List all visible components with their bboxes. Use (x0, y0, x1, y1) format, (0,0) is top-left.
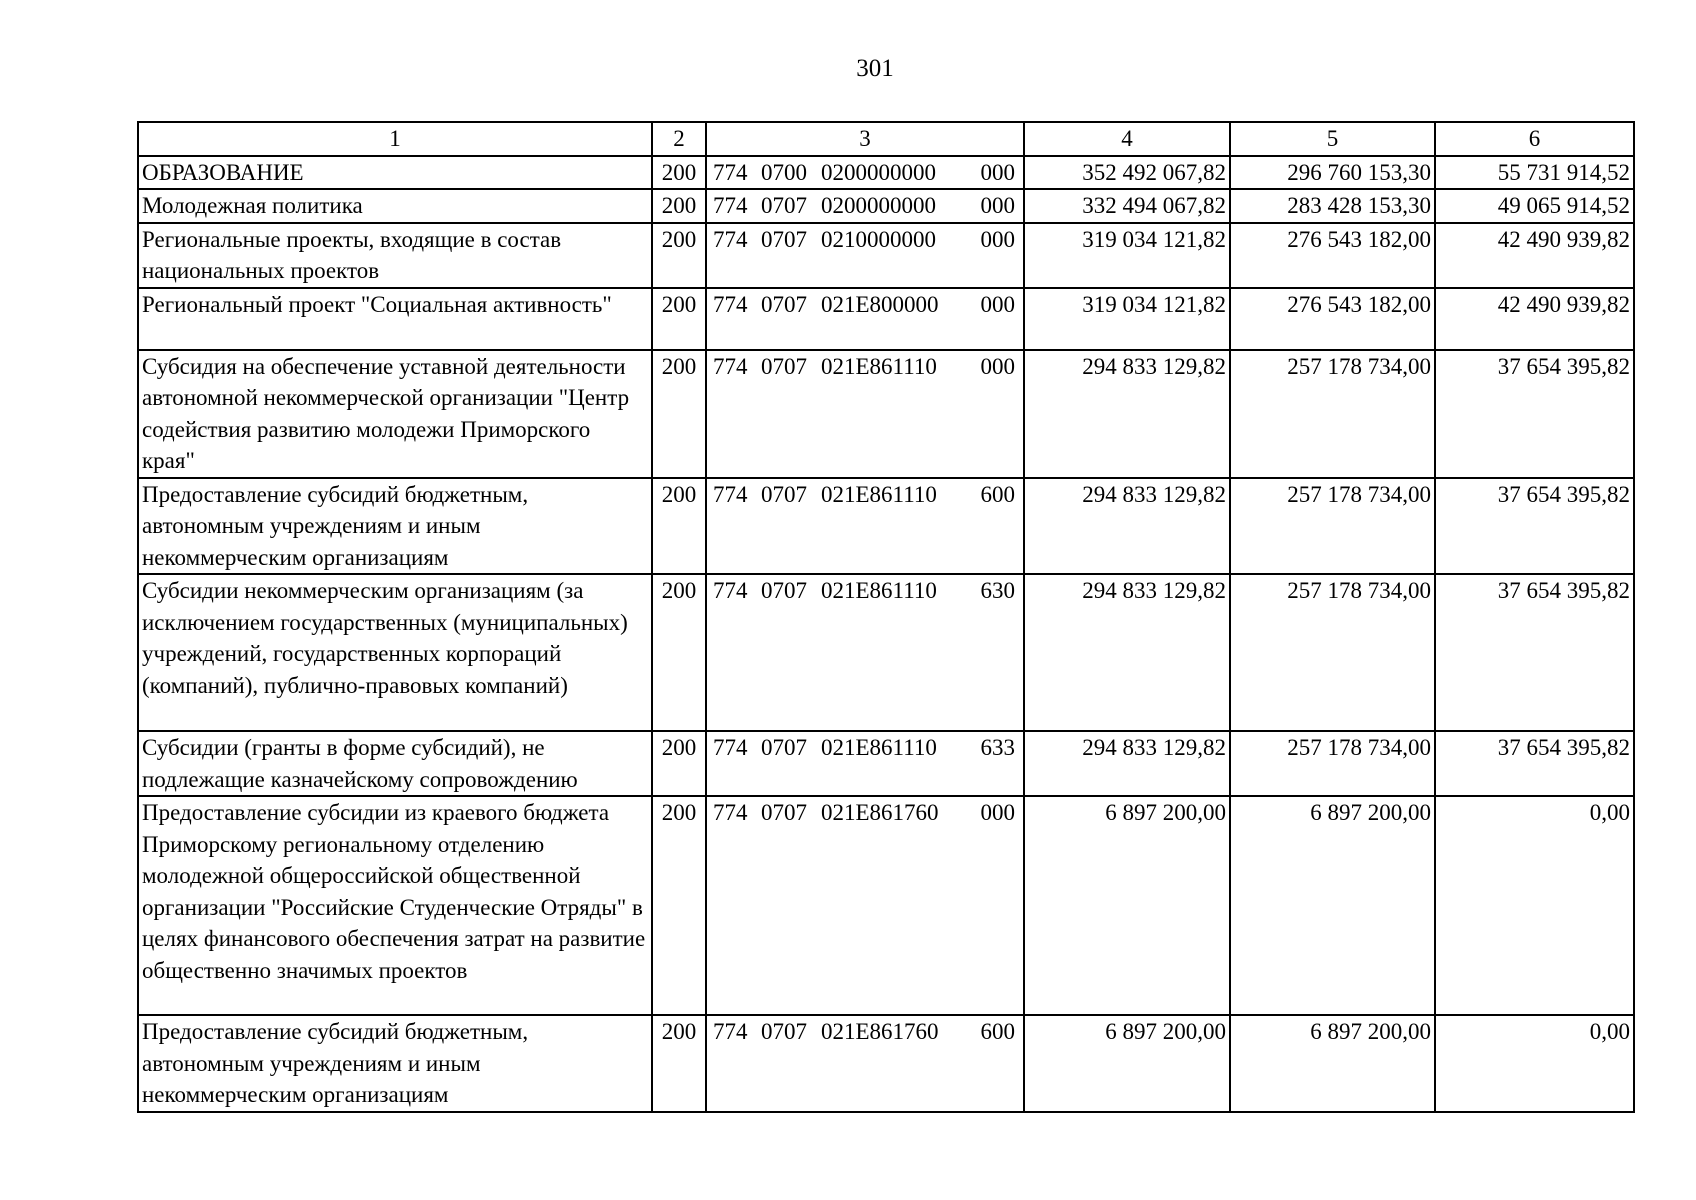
row-amount-col5: 6 897 200,00 (1230, 796, 1435, 1015)
row-amount-col4: 294 833 129,82 (1024, 350, 1230, 478)
expense-type-code: 600 (980, 1019, 1015, 1044)
row-classification-cell (706, 189, 1024, 223)
row-code-cell: 200 (652, 288, 706, 350)
row-classification-cell (706, 156, 1024, 190)
section-code: 0707 (761, 735, 807, 760)
grbs-code: 774 (713, 578, 748, 603)
grbs-code: 774 (713, 735, 748, 760)
row-classification-cell (706, 731, 1024, 796)
column-header: 2 (652, 122, 706, 156)
expense-type-code: 000 (980, 193, 1015, 218)
row-code-cell: 200 (652, 156, 706, 190)
expense-type-code: 000 (980, 353, 1015, 379)
section-code: 0707 (761, 353, 807, 379)
section-code: 0707 (761, 1019, 807, 1044)
row-code-cell: 200 (652, 189, 706, 223)
row-classification-cell (706, 223, 1024, 288)
grbs-code: 774 (713, 291, 748, 317)
row-amount-col4: 294 833 129,82 (1024, 478, 1230, 575)
row-amount-col4: 352 492 067,82 (1024, 156, 1230, 190)
grbs-code: 774 (713, 481, 748, 507)
row-amount-col5: 276 543 182,00 (1230, 288, 1435, 350)
column-header: 1 (138, 122, 652, 156)
row-name-cell: Региональный проект "Социальная активность" (138, 288, 652, 350)
row-amount-col6: 49 065 914,52 (1435, 189, 1634, 223)
expense-type-code: 000 (980, 159, 1015, 185)
row-classification-cell (706, 1015, 1024, 1112)
row-amount-col6: 0,00 (1435, 1015, 1634, 1112)
row-amount-col6: 42 490 939,82 (1435, 223, 1634, 288)
row-code-cell: 200 (652, 796, 706, 1015)
row-amount-col5: 283 428 153,30 (1230, 189, 1435, 223)
grbs-code: 774 (713, 353, 748, 379)
section-code: 0707 (761, 291, 807, 317)
target-article-code: 021E861110 (821, 735, 937, 760)
row-code-cell: 200 (652, 1015, 706, 1112)
grbs-code: 774 (713, 226, 748, 252)
row-amount-col6: 55 731 914,52 (1435, 156, 1634, 190)
row-amount-col5: 6 897 200,00 (1230, 1015, 1435, 1112)
target-article-code: 021E861110 (821, 578, 937, 603)
row-code-cell: 200 (652, 350, 706, 478)
table-row (138, 796, 1634, 1015)
section-code: 0707 (761, 481, 807, 507)
target-article-code: 021E861110 (821, 353, 937, 379)
section-code: 0700 (761, 159, 807, 185)
target-article-code: 0200000000 (821, 159, 936, 185)
row-amount-col6: 37 654 395,82 (1435, 350, 1634, 478)
row-amount-col4: 6 897 200,00 (1024, 796, 1230, 1015)
row-amount-col4: 332 494 067,82 (1024, 189, 1230, 223)
table-row (138, 1015, 1634, 1112)
row-amount-col6: 0,00 (1435, 796, 1634, 1015)
row-amount-col5: 276 543 182,00 (1230, 223, 1435, 288)
expense-type-code: 600 (980, 481, 1015, 507)
grbs-code: 774 (713, 800, 748, 825)
row-amount-col4: 6 897 200,00 (1024, 1015, 1230, 1112)
row-name-cell: Предоставление субсидий бюджетным, автономным учреждениям и иным некоммерческим организациям (138, 1015, 652, 1112)
row-classification-cell (706, 574, 1024, 731)
column-header: 5 (1230, 122, 1435, 156)
target-article-code: 0200000000 (821, 193, 936, 218)
row-classification-cell (706, 478, 1024, 575)
table-row (138, 350, 1634, 478)
target-article-code: 021E861760 (821, 800, 939, 825)
row-code-cell: 200 (652, 478, 706, 575)
expense-type-code: 630 (980, 578, 1015, 603)
grbs-code: 774 (713, 1019, 748, 1044)
row-amount-col5: 257 178 734,00 (1230, 478, 1435, 575)
section-code: 0707 (761, 226, 807, 252)
table-row (138, 189, 1634, 223)
expense-type-code: 000 (980, 291, 1015, 317)
row-classification-cell (706, 350, 1024, 478)
column-header: 6 (1435, 122, 1634, 156)
row-amount-col5: 257 178 734,00 (1230, 350, 1435, 478)
target-article-code: 021E800000 (821, 291, 939, 317)
section-code: 0707 (761, 800, 807, 825)
table-row (138, 156, 1634, 190)
expense-type-code: 000 (980, 226, 1015, 252)
budget-table (137, 121, 1635, 1113)
row-code-cell: 200 (652, 223, 706, 288)
row-name-cell: Предоставление субсидий бюджетным, автономным учреждениям и иным некоммерческим организациям (138, 478, 652, 575)
row-amount-col6: 37 654 395,82 (1435, 574, 1634, 731)
grbs-code: 774 (713, 159, 748, 185)
row-amount-col6: 37 654 395,82 (1435, 731, 1634, 796)
row-code-cell: 200 (652, 574, 706, 731)
table-body (138, 156, 1634, 1112)
table-row (138, 574, 1634, 731)
row-classification-cell (706, 288, 1024, 350)
row-amount-col4: 319 034 121,82 (1024, 223, 1230, 288)
section-code: 0707 (761, 578, 807, 603)
column-header: 4 (1024, 122, 1230, 156)
column-header: 3 (706, 122, 1024, 156)
row-name-cell: ОБРАЗОВАНИЕ (138, 156, 652, 190)
row-amount-col4: 294 833 129,82 (1024, 731, 1230, 796)
row-amount-col5: 257 178 734,00 (1230, 574, 1435, 731)
table-row (138, 478, 1634, 575)
expense-type-code: 633 (980, 735, 1015, 760)
page-number: 301 (856, 55, 894, 82)
expense-type-code: 000 (980, 800, 1015, 825)
target-article-code: 0210000000 (821, 226, 936, 252)
row-amount-col4: 319 034 121,82 (1024, 288, 1230, 350)
table-row (138, 223, 1634, 288)
row-code-cell: 200 (652, 731, 706, 796)
grbs-code: 774 (713, 193, 748, 218)
row-amount-col5: 257 178 734,00 (1230, 731, 1435, 796)
row-amount-col4: 294 833 129,82 (1024, 574, 1230, 731)
row-amount-col5: 296 760 153,30 (1230, 156, 1435, 190)
row-name-cell: Субсидия на обеспечение уставной деятельности автономной некоммерческой организации "Центр содействия развитию молодежи Приморского края" (138, 350, 652, 478)
row-name-cell: Субсидии (гранты в форме субсидий), не подлежащие казначейскому сопровождению (138, 731, 652, 796)
row-name-cell: Региональные проекты, входящие в состав национальных проектов (138, 223, 652, 288)
table-row (138, 288, 1634, 350)
row-name-cell: Молодежная политика (138, 189, 652, 223)
row-amount-col6: 37 654 395,82 (1435, 478, 1634, 575)
row-name-cell: Предоставление субсидии из краевого бюджета Приморскому региональному отделению молодежной общероссийской общественной организации "Российские Студенческие Отряды" в целях финансового обеспечения затрат на развитие общественно значимых проектов (138, 796, 652, 1015)
row-amount-col6: 42 490 939,82 (1435, 288, 1634, 350)
row-name-cell: Субсидии некоммерческим организациям (за исключением государственных (муниципальных) учреждений, государственных корпораций (компаний), публично-правовых компаний) (138, 574, 652, 731)
table-row (138, 731, 1634, 796)
target-article-code: 021E861760 (821, 1019, 939, 1044)
section-code: 0707 (761, 193, 807, 218)
target-article-code: 021E861110 (821, 481, 937, 507)
table-header-row (138, 122, 1634, 156)
row-classification-cell (706, 796, 1024, 1015)
